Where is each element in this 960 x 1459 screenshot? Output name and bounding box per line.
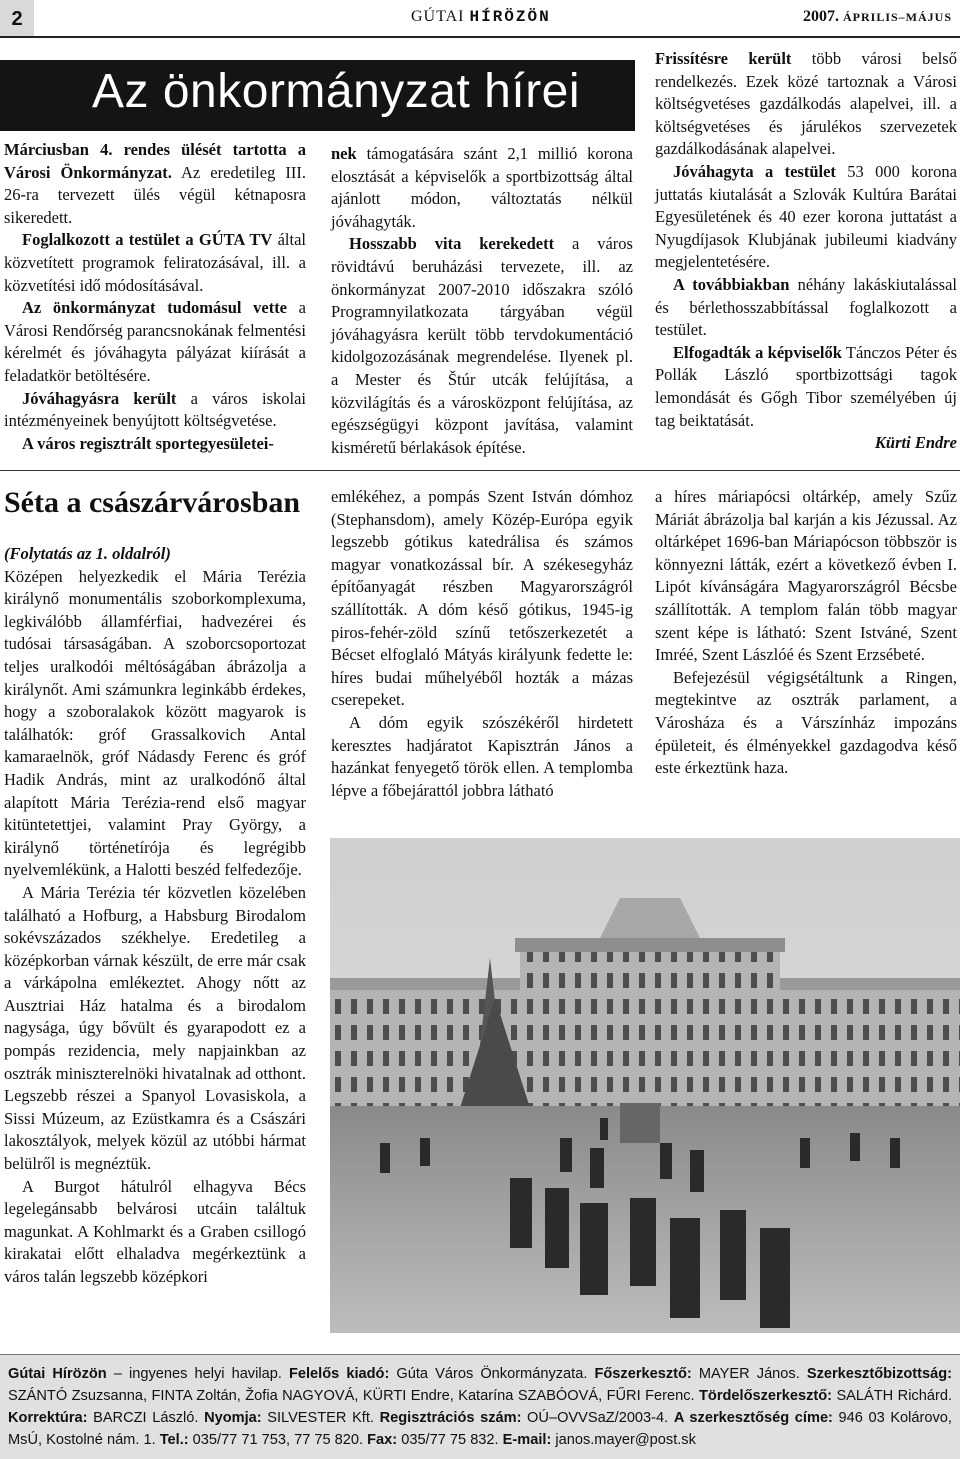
footer-label: Tördelőszerkesztő: [699,1388,832,1404]
lead-in: nek [331,144,357,163]
section-banner [0,60,635,131]
author-signature: Kürti Endre [874,433,957,453]
news-paragraph [655,161,957,274]
news-paragraph [331,233,633,459]
lead-in: A továbbiakban [673,274,790,294]
footer-label: Gútai Hírözön [8,1366,107,1382]
paragraph-text: a város rövidtávú beruházási tervezete, ill. az önkormányzat 2007-2010 időszakra szóló Programnyilatkozata tárgyában végül jóváhagyásra került több tervdokumentáció kidolgozozásának megrendelése. Ilyenek pl. a Mester és Štúr utcák felújítása, a közvilágítás és a városközpont felújítása, az egészségügyi központ javítása, valamint kisméretű bérlakások építése. [331,234,633,457]
footer-value: MAYER János. [691,1366,807,1382]
footer-value: SILVESTER Kft. [261,1410,380,1426]
continued-note: (Folytatás az 1. oldalról) [4,544,171,563]
footer-label: Felelős kiadó: [288,1366,390,1382]
news-paragraph [655,274,957,342]
masthead-footer [0,1354,960,1459]
issue-year: 2007. [802,8,839,25]
story-paragraph: A Burgot hátulról elhagyva Bécs legelegánsabb belvárosi utcáin találtuk magunkat. A Kohlmarkt és a Graben csillogó kirakatai előtt elhaladva megérkeztünk a város talán legszebb középkori [4,1176,306,1286]
paragraph-text: a város iskolai intézményeinek benyújtott költségvetése. [4,388,306,431]
news-paragraph [4,297,306,387]
news-paragraph [4,139,306,229]
paper-brand: HÍRÖZÖN [469,8,551,26]
story-title: Séta a császárvárosban [4,486,301,519]
lead-in: Jóváhagyásra került [22,388,177,408]
paragraph-text: több városi belső rendelkezés. Ezek közé tartoznak a Városi költségvetéses gazdálkodás alapelvei, ill. a költségvetéses és járulékos szervezetek gazdálkodásának alapelvei. [655,49,957,159]
news-column-1 [4,139,306,455]
footer-label: Fax: [367,1432,398,1448]
footer-label: Nyomja: [204,1410,262,1426]
paragraph-text: Tánczos Péter és Pollák László sportbizottsági tagok lemondását és Gőgh Tibor személyében új tag beiktatását. [655,342,957,430]
footer-value: 035/77 75 832. [397,1432,503,1448]
news-column-2 [331,143,633,459]
footer-label: A szerkesztőség címe: [673,1410,833,1426]
story-paragraph: a híres máriapócsi oltárkép, amely Szűz Máriát ábrázolja bal karján a kis Jézussal. Az oltárképet 1696-ban Máriapócson többször is könnyezni látták, ezért a következő évben I. Lipót kívánságára Magyarországról Bécsbe szállították. A templom falán több magyar szent képe is látható: Szent Istváné, Szent Imréé, Szent Lászlóé és Szent Erzsébeté. [655,487,957,665]
footer-label: Tel.: [159,1432,189,1448]
paragraph-text: támogatására szánt 2,1 millió korona elosztását a képviselők a sportbizottság által ajánlott módon, változtatás nélkül jóváhagyták. [331,144,633,231]
footer-value: SALÁTH Richárd. [832,1388,952,1404]
footer-value: BARCZI László. [87,1410,205,1426]
issue-date [803,8,952,26]
section-divider [0,470,960,471]
footer-label: Szerkesztőbizottság: [806,1366,953,1382]
section-title: Az önkormányzat hírei [92,65,581,118]
lead-in: Elfogadták a képviselők [673,342,842,362]
news-paragraph [4,388,306,433]
story-paragraph: emlékéhez, a pompás Szent István dómhoz (Stephansdom), amely Közép-Európa egyik legszebb gótikus katedrálisa és számos magyar vonatkozással bír. A székesegyház építőanyagát részben Magyarországról szállították. A dóm késő gótikus, 1945-ig piros-fehér-zöld színű tetőszerkezetét a Bécset elfoglaló Mátyás királyunk fedette le: híres budai műhelyéből hozták a mázas cserepeket. [331,487,633,710]
lead-in: Frissítésre került [655,49,792,68]
lead-in: Hosszabb vita kerekedett [349,234,555,254]
news-paragraph [331,143,633,233]
paragraph-text: által közvetített programok feliratozásával, ill. a közvetítési idő módosításával. [4,230,306,295]
news-paragraph [4,229,306,297]
story-column-3 [655,486,957,780]
paragraph-text: a Városi Rendőrség parancsnokának felmentési kérelmét és jóváhagyta pályázat kiírását a feladatkör betöltésére. [4,298,306,385]
news-paragraph [655,342,957,432]
footer-value: Gúta Város Önkormányzata. [389,1366,595,1382]
story-paragraph: A Mária Terézia tér közvetlen közelében található a Hofburg, a Habsburg Birodalom sokévszázados székhelye. Eredetileg a középkorban várnak készült, de erre már csak a várkápolna emlékeztet. Ahogy nőtt az Ausztriai Ház hatalma és a birodalom nagysága, úgy bővült és gyarapodott ez a pompás rezidencia, mely napjainkban az osztrák miniszterelnöki hivatalnak ad otthont. Legszebb részei a Spanyol Lovasiskola, a Sissi Múzeum, az Ezüstkamra és a Császári lakosztályok, melyek közül az utóbbi hármat belülről is megnéztük. [4,882,306,1174]
paragraph-text: 53 000 korona juttatás kiutalását a Szlovák Kultúra Barátai Egyesületének és 40 ezer korona juttatást a Nyugdíjasok Klubjának jubileumi kiadvány megjelentetésére. [655,161,958,272]
email-value[interactable]: janos.mayer@post.sk [551,1432,696,1448]
story-paragraph: Középen helyezkedik el Mária Terézia királynő monumentális szoborkomplexuma, legkiválóbb államférfiai, hadvezérei és tudósai társaságában. A szoborcsoportozat teljes uralkodói méltóságában ábrázolja a királynőt. Ami számunkra leginkább érdekes, hogy a szoboralakok között magyarok is találhatók: gróf Grassalkovich Antal kamaraelnök, gróf Nádasdy Ferenc és gróf Hadik András, mint az uralkodónő által alapított Mária Terézia-rend első magyar kitüntetettjei, valamint Pray György, a királynő történetírója és legrégibb nyelvemlékünk, a Halotti beszéd felfedezője. [4,566,306,880]
footer-value: 946 03 Kolárovo, MsÚ, Kostolné nám. 1. [8,1410,952,1448]
lead-in: Az önkormányzat tudomásul vette [22,298,288,318]
paragraph-text: néhány lakáskiutalással és bérlethosszabbítással foglalkozott a testület. [655,274,958,340]
lead-in: Márciusban 4. rendes ülését tartotta a Városi Önkormányzat. [4,140,306,182]
news-paragraph [655,48,957,161]
paragraph-text: Az eredetileg III. 26-ra tervezett ülés végül kétnaposra sikeredett. [4,162,306,227]
footer-label: Regisztrációs szám: [379,1410,522,1426]
story-paragraph: A dóm egyik szószékéről hirdetett keresztes hadjáratot Kapisztrán János a hazánkat fenyegető török ellen. A templomba lépve a főbejárattól jobbra látható [331,712,633,800]
footer-label: E-mail: [502,1432,552,1448]
footer-value: – ingyenes helyi havilap. [106,1366,289,1382]
running-head [411,8,551,26]
news-column-3 [655,48,957,455]
footer-label: Korrektúra: [8,1410,88,1426]
lead-in: Jóváhagyta a testület [673,161,836,181]
paper-prefix: GÚTAI [411,8,465,25]
footer-value: 035/77 71 753, 77 75 820. [188,1432,368,1448]
header-rule [0,36,960,38]
footer-value: OÚ–OVVSaZ/2003-4. [521,1410,674,1426]
issue-months: ÁPRILIS–MÁJUS [842,10,952,24]
footer-label: Főszerkesztő: [594,1366,692,1382]
lead-in: A város regisztrált sportegyesületei- [22,433,274,453]
story-column-1 [4,543,306,1289]
news-paragraph [4,433,306,456]
palace-photo-graphic [330,838,960,1333]
palace-square-photo [330,838,960,1333]
masthead-text [8,1363,952,1451]
page-number: 2 [0,0,34,38]
story-paragraph: Befejezésül végigsétáltunk a Ringen, megtekintve az osztrák parlament, a Városháza és a Várszínház impozáns épületeit, és élményekkel gazdagodva késő este érkeztünk haza. [655,667,957,778]
footer-value: SZÁNTÓ Zsuzsanna, FINTA Zoltán, Žofia NAGYOVÁ, KÜRTI Endre, Katarína SZABÓOVÁ, FŰRI Ferenc. [8,1388,699,1404]
story-column-2 [331,486,633,802]
lead-in: Foglalkozott a testület a GÚTA TV [22,230,273,250]
